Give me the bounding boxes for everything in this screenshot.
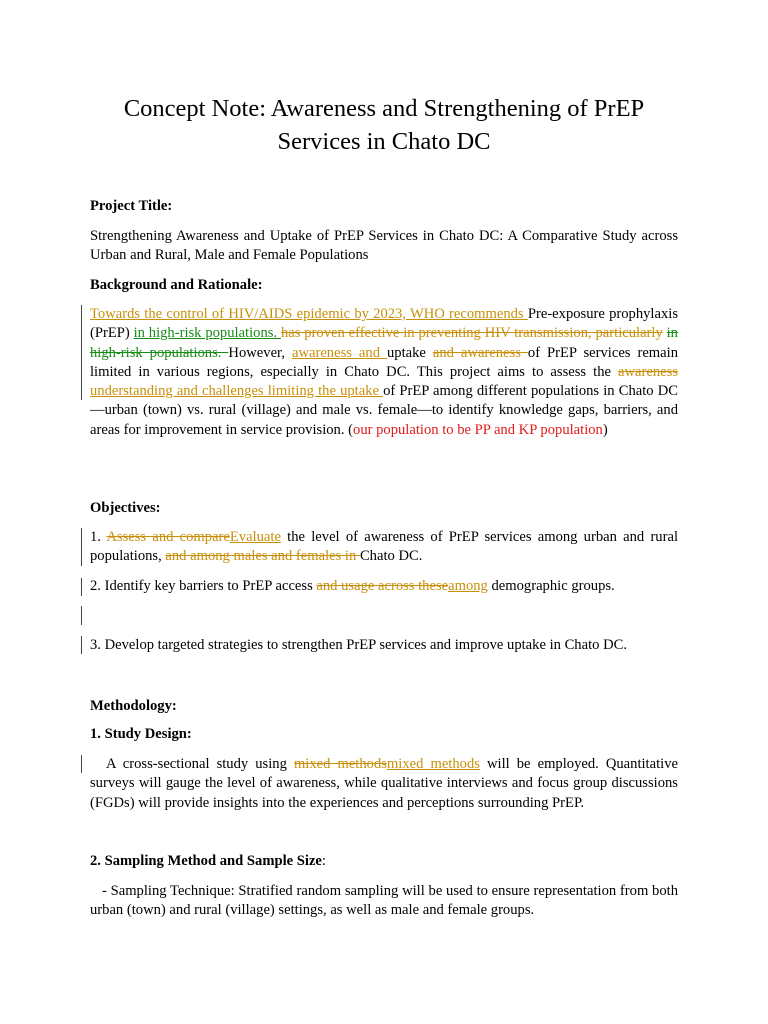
- insertion: Towards the control of HIV/AIDS epidemic by 2023, WHO recommends: [90, 306, 528, 322]
- change-bar: [81, 528, 82, 566]
- change-bar: [81, 578, 82, 596]
- insertion: Evaluate: [229, 529, 281, 545]
- objectives-heading: Objectives:: [90, 500, 161, 516]
- title-line-1: Concept Note: Awareness and Strengthening of PrEP: [123, 95, 645, 122]
- sampling-heading-text: 2. Sampling Method and Sample Size: [90, 853, 322, 869]
- insertion: in high-risk populations.: [133, 325, 281, 342]
- background-paragraph: [90, 305, 678, 440]
- deletion: has proven effective in preventing HIV transmission, particularly: [280, 325, 663, 342]
- text-run: Pre-exposure prophylaxis (PrEP): [90, 306, 678, 342]
- text-run: of PrEP services remain limited in various regions, especially in Chato DC. This project aims to assess the: [90, 344, 678, 380]
- methodology-heading: Methodology:: [90, 698, 177, 714]
- change-bar: [81, 305, 82, 400]
- study-design-paragraph: [90, 755, 678, 813]
- text-run: :: [321, 853, 326, 869]
- deletion: and usage across these: [316, 578, 449, 594]
- deletion: and awareness: [432, 344, 528, 361]
- deletion: Assess and compare: [106, 529, 230, 545]
- deletion: in high-risk populations.: [90, 325, 678, 361]
- objective-2: [90, 577, 678, 596]
- comment-note: our population to be PP and KP population: [353, 421, 603, 438]
- text-run: will be employed. Quantitative surveys will gauge the level of awareness, while qualitative interviews and focus group discussions (FGDs) will provide insights into the experiences and perceptions surrounding PrEP.: [90, 756, 678, 811]
- change-bar: [81, 606, 82, 625]
- text-run: A cross-sectional study using: [106, 756, 294, 772]
- change-bar: [81, 636, 82, 654]
- deletion: and among males and females in: [165, 548, 360, 565]
- insertion: awareness and: [291, 344, 387, 361]
- text-run: uptake: [386, 344, 433, 361]
- text-run: Chato DC.: [359, 548, 423, 565]
- text-run: 2. Identify key barriers to PrEP access: [90, 578, 317, 594]
- text-run: the level of awareness of PrEP services among urban and rural populations,: [90, 529, 678, 565]
- project-title-text: Strengthening Awareness and Uptake of PrEP Services in Chato DC: A Comparative Study across Urban and Rural, Male and Female Populations: [90, 228, 678, 264]
- insertion: understanding and challenges limiting the uptake: [90, 383, 384, 400]
- title-line-2: Services in Chato DC: [277, 128, 491, 155]
- text-run: ): [602, 421, 608, 438]
- text-run: However,: [228, 344, 292, 361]
- study-design-heading: 1. Study Design:: [90, 726, 192, 742]
- sampling-technique-paragraph: - Sampling Technique: Stratified random sampling will be used to ensure representation from both urban (town) and rural (village) settings, as well as male and female groups.: [90, 883, 678, 919]
- text-run: demographic groups.: [487, 578, 615, 594]
- insertion: among: [448, 578, 488, 594]
- deletion: mixed methods: [293, 756, 387, 772]
- change-bar: [81, 755, 82, 773]
- insertion: mixed methods: [386, 756, 480, 772]
- objective-1: [90, 528, 678, 567]
- text-run: of PrEP among different populations in Chato DC—urban (town) vs. rural (village) and male vs. female—to identify knowledge gaps, barriers, and areas for improvement in service provision. (: [90, 383, 678, 438]
- objective-3: 3. Develop targeted strategies to strengthen PrEP services and improve uptake in Chato DC.: [90, 637, 628, 653]
- document-title: [90, 92, 678, 158]
- sampling-heading: [90, 852, 678, 871]
- project-title-heading: Project Title:: [90, 198, 173, 214]
- text-run: 1.: [90, 529, 107, 545]
- background-heading: Background and Rationale:: [90, 277, 263, 293]
- deletion: awareness: [618, 363, 678, 380]
